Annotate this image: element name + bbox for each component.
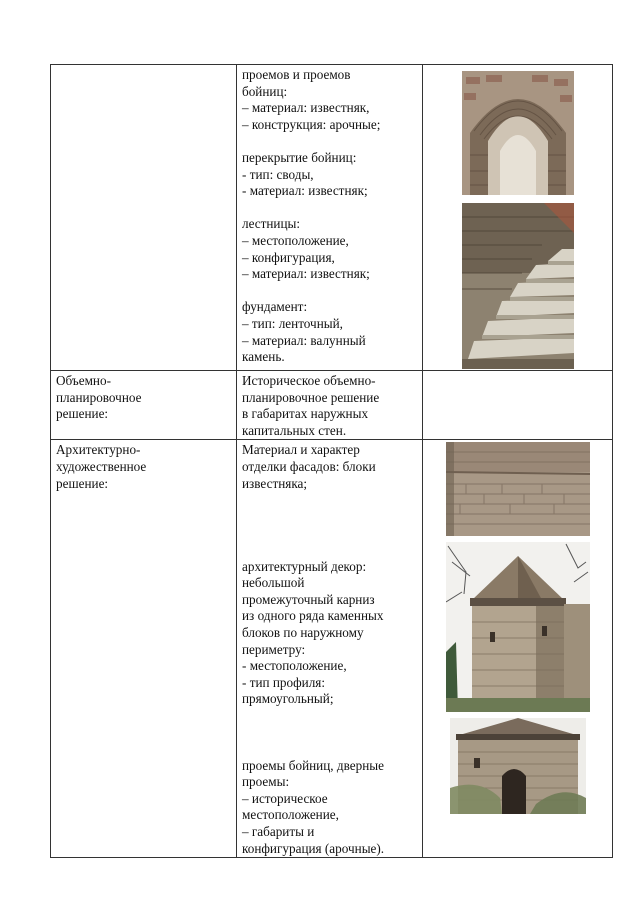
- text-line: Материал и характер: [242, 442, 360, 458]
- tower-with-doorway-photo: [450, 718, 586, 814]
- row2-label-cell: [51, 371, 237, 440]
- row3-label-cell: [51, 440, 237, 858]
- stone-staircase-photo: [462, 203, 574, 369]
- text-line: фундамент:: [242, 299, 308, 315]
- blank-line: [242, 708, 419, 725]
- text-line: решение:: [56, 475, 109, 491]
- text-line: планировочное: [56, 389, 142, 405]
- row1-description-cell: [237, 65, 423, 371]
- row3-description-cell: [237, 440, 423, 858]
- text-line: – материал: валунный: [242, 332, 366, 348]
- blank-line: [242, 741, 419, 758]
- text-line: бойниц:: [242, 83, 288, 99]
- text-line: из одного ряда каменных: [242, 608, 384, 624]
- text-line: архитектурный декор:: [242, 558, 367, 574]
- text-line: в габаритах наружных: [242, 406, 369, 422]
- blank-line: [242, 724, 419, 741]
- text-line: планировочное решение: [242, 389, 380, 405]
- row2-description-cell: [237, 371, 423, 440]
- blank-line: [242, 509, 419, 526]
- heritage-elements-table: [50, 64, 613, 858]
- text-line: - материал: известняк;: [242, 183, 368, 199]
- text-line: прямоугольный;: [242, 691, 334, 707]
- text-line: – историческое: [242, 790, 328, 806]
- text-line: известняка;: [242, 475, 308, 491]
- text-line: капитальных стен.: [242, 422, 347, 438]
- text-line: проемы:: [242, 774, 290, 790]
- text-line: Архитектурно-: [56, 442, 141, 458]
- text-line: - тип: своды,: [242, 166, 314, 182]
- text-line: конфигурация (арочные).: [242, 840, 385, 856]
- text-line: решение:: [56, 406, 109, 422]
- table-row: [51, 440, 613, 858]
- text-line: камень.: [242, 349, 285, 365]
- text-line: блоков по наружному: [242, 624, 364, 640]
- blank-line: [242, 492, 419, 509]
- text-line: Историческое объемно-: [242, 373, 376, 388]
- text-line: – материал: известняк;: [242, 266, 370, 282]
- text-line: отделки фасадов: блоки: [242, 458, 376, 474]
- text-line: художественное: [56, 458, 147, 474]
- row1-label-cell: [51, 65, 237, 371]
- text-line: небольшой: [242, 575, 305, 591]
- text-line: – габариты и: [242, 824, 315, 840]
- text-line: лестницы:: [242, 216, 301, 232]
- text-line: – конструкция: арочные;: [242, 116, 381, 132]
- row2-photo-cell: [423, 371, 613, 440]
- text-line: – тип: ленточный,: [242, 315, 343, 331]
- text-line: периметру:: [242, 641, 306, 657]
- table-row: [51, 371, 613, 440]
- row1-photo-cell: [423, 65, 613, 371]
- text-line: – конфигурация,: [242, 249, 335, 265]
- text-line: - местоположение,: [242, 658, 347, 674]
- text-line: промежуточный карниз: [242, 591, 375, 607]
- text-line: перекрытие бойниц:: [242, 149, 357, 165]
- limestone-wall-photo: [446, 442, 590, 536]
- text-line: проемов и проемов: [242, 67, 351, 82]
- blank-line: [242, 542, 419, 559]
- text-line: Объемно-: [56, 373, 111, 388]
- blank-line: [242, 525, 419, 542]
- text-line: - тип профиля:: [242, 674, 326, 690]
- blank-line: [242, 133, 419, 150]
- text-line: местоположение,: [242, 807, 339, 823]
- text-line: проемы бойниц, дверные: [242, 757, 384, 773]
- table-row: [51, 65, 613, 371]
- arched-embrasure-photo: [462, 71, 574, 195]
- row3-photo-cell: [423, 440, 613, 858]
- blank-line: [242, 200, 419, 217]
- conical-roof-tower-photo: [446, 542, 590, 712]
- text-line: – материал: известняк,: [242, 100, 370, 116]
- text-line: – местоположение,: [242, 232, 349, 248]
- blank-line: [242, 283, 419, 300]
